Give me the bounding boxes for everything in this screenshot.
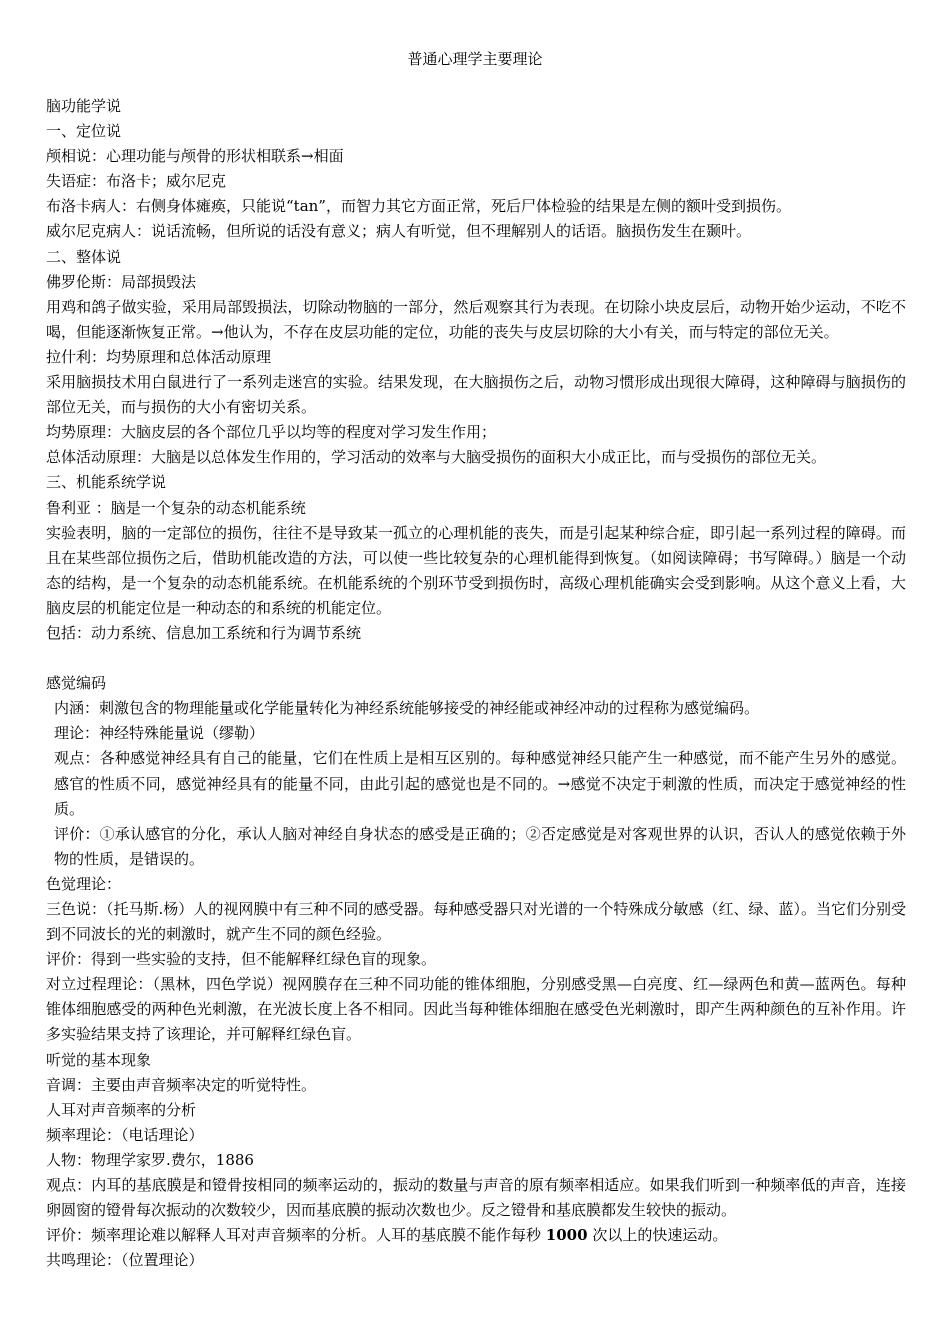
text-line: 威尔尼克病人：说话流畅，但所说的话没有意义；病人有听觉，但不理解别人的话语。脑损伤发生在颞叶。	[46, 222, 752, 241]
paragraph: 观点：内耳的基底膜是和镫骨按相同的频率运动的，振动的数量与声音的原有频率相适应。如果我们听到一种频率低的声音，连接卵圆窗的镫骨每次振动的次数较少，因而基底膜的振动次数也少。反之镫骨和基底膜都发生较快的振动。	[46, 1176, 906, 1220]
text-line: 理论：神经特殊能量说（缪勒）	[54, 724, 265, 743]
text-line: 均势原理：大脑皮层的各个部位几乎以均等的程度对学习发生作用；	[46, 423, 497, 442]
subsection-heading: 一、定位说	[46, 122, 122, 141]
text-line	[46, 1223, 906, 1248]
bold-number: 1000	[545, 1226, 588, 1245]
paragraph: 用鸡和鸽子做实验，采用局部毁损法，切除动物脑的一部分，然后观察其行为表现。在切除小块皮层后，动物开始少运动，不吃不喝，但能逐渐恢复正常。→他认为，不存在皮层功能的定位，功能的丧失与皮层切除的大小有关，而与特定的部位无关。	[46, 297, 906, 341]
text-line: 听觉的基本现象	[46, 1050, 152, 1069]
text-line: 评价：得到一些实验的支持，但不能解释红绿色盲的现象。	[46, 950, 437, 969]
text-line: 包括：动力系统、信息加工系统和行为调节系统	[46, 623, 362, 642]
text-line: 鲁利亚 ：脑是一个复杂的动态机能系统	[46, 498, 306, 517]
text-line: 佛罗伦斯：局部损毁法	[46, 272, 197, 291]
text-line: 人耳对声音频率的分析	[46, 1100, 197, 1119]
paragraph: 观点：各种感觉神经具有自己的能量，它们在性质上是相互区别的。每种感觉神经只能产生一种感觉，而不能产生另外的感觉。感官的性质不同，感觉神经具有的能量不同，由此引起的感觉也是不同的。→感觉不决定于刺激的性质，而决定于感觉神经的性质。	[54, 749, 906, 818]
text-line: 共鸣理论：（位置理论）	[46, 1251, 204, 1270]
subsection-heading: 二、整体说	[46, 247, 122, 266]
paragraph: 评价：①承认感官的分化，承认人脑对神经自身状态的感受是正确的；②否定感觉是对客观世界的认识，否认人的感觉依赖于外物的性质，是错误的。	[54, 824, 906, 868]
text-line: 频率理论：（电话理论）	[46, 1125, 204, 1144]
document-body	[46, 94, 906, 1273]
text-line: 总体活动原理：大脑是以总体发生作用的，学习活动的效率与大脑受损伤的面积大小成正比，而与受损伤的部位无关。	[46, 448, 827, 467]
paragraph: 采用脑损技术用白鼠进行了一系列走迷宫的实验。结果发现，在大脑损伤之后，动物习惯形成出现很大障碍，这种障碍与脑损伤的部位无关，而与损伤的大小有密切关系。	[46, 373, 906, 417]
subsection-heading: 三、机能系统学说	[46, 473, 167, 492]
blank-line	[46, 646, 906, 671]
text-line: 内涵：刺激包含的物理能量或化学能量转化为神经系统能够接受的神经能或神经冲动的过程称为感觉编码。	[54, 699, 760, 718]
text-line: 布洛卡病人：右侧身体瘫痪，只能说“tan”，而智力其它方面正常，死后尸体检验的结果是左侧的额叶受到损伤。	[46, 197, 791, 216]
page-title: 普通心理学主要理论	[407, 50, 543, 68]
text-line: 失语症：布洛卡；威尔尼克	[46, 172, 227, 191]
text-line: 音调：主要由声音频率决定的听觉特性。	[46, 1075, 317, 1094]
section-heading: 脑功能学说	[46, 97, 122, 115]
paragraph: 实验表明，脑的一定部位的损伤，往往不是导致某一孤立的心理机能的丧失，而是引起某种综合症，即引起一系列过程的障碍。而且在某些部位损伤之后，借助机能改造的方法，可以使一些比较复杂的心理机能得到恢复。（如阅读障碍；书写障碍。）脑是一个动态的结构，是一个复杂的动态机能系统。在机能系统的个别环节受到损伤时，高级心理机能确实会受到影响。从这个意义上看，大脑皮层的机能定位是一种动态的和系统的机能定位。	[46, 523, 906, 617]
paragraph: 三色说：（托马斯.杨）人的视网膜中有三种不同的感受器。每种感受器只对光谱的一个特殊成分敏感（红、绿、蓝）。当它们分别受到不同波长的光的刺激时，就产生不同的颜色经验。	[46, 900, 906, 944]
paragraph: 对立过程理论：（黑林，四色学说）视网膜存在三种不同功能的锥体细胞，分别感受黑—白亮度、红—绿两色和黄—蓝两色。每种锥体细胞感受的两种色光刺激，在光波长度上各不相同。因此当每种锥体细胞在感受色光刺激时，即产生两种颜色的互补作用。许多实验结果支持了该理论，并可解释红绿色盲。	[46, 975, 906, 1044]
text-line: 色觉理论：	[46, 874, 122, 893]
text-span: 评价：频率理论难以解释人耳对声音频率的分析。人耳的基底膜不能作每秒	[46, 1226, 542, 1245]
text-line: 拉什利：均势原理和总体活动原理	[46, 347, 272, 366]
text-line: 颅相说：心理功能与颅骨的形状相联系→相面	[46, 147, 344, 166]
text-line: 人物：物理学家罗.费尔，1886	[46, 1150, 254, 1169]
section-heading: 感觉编码	[46, 674, 107, 693]
text-span: 次以上的快速运动。	[592, 1226, 728, 1245]
